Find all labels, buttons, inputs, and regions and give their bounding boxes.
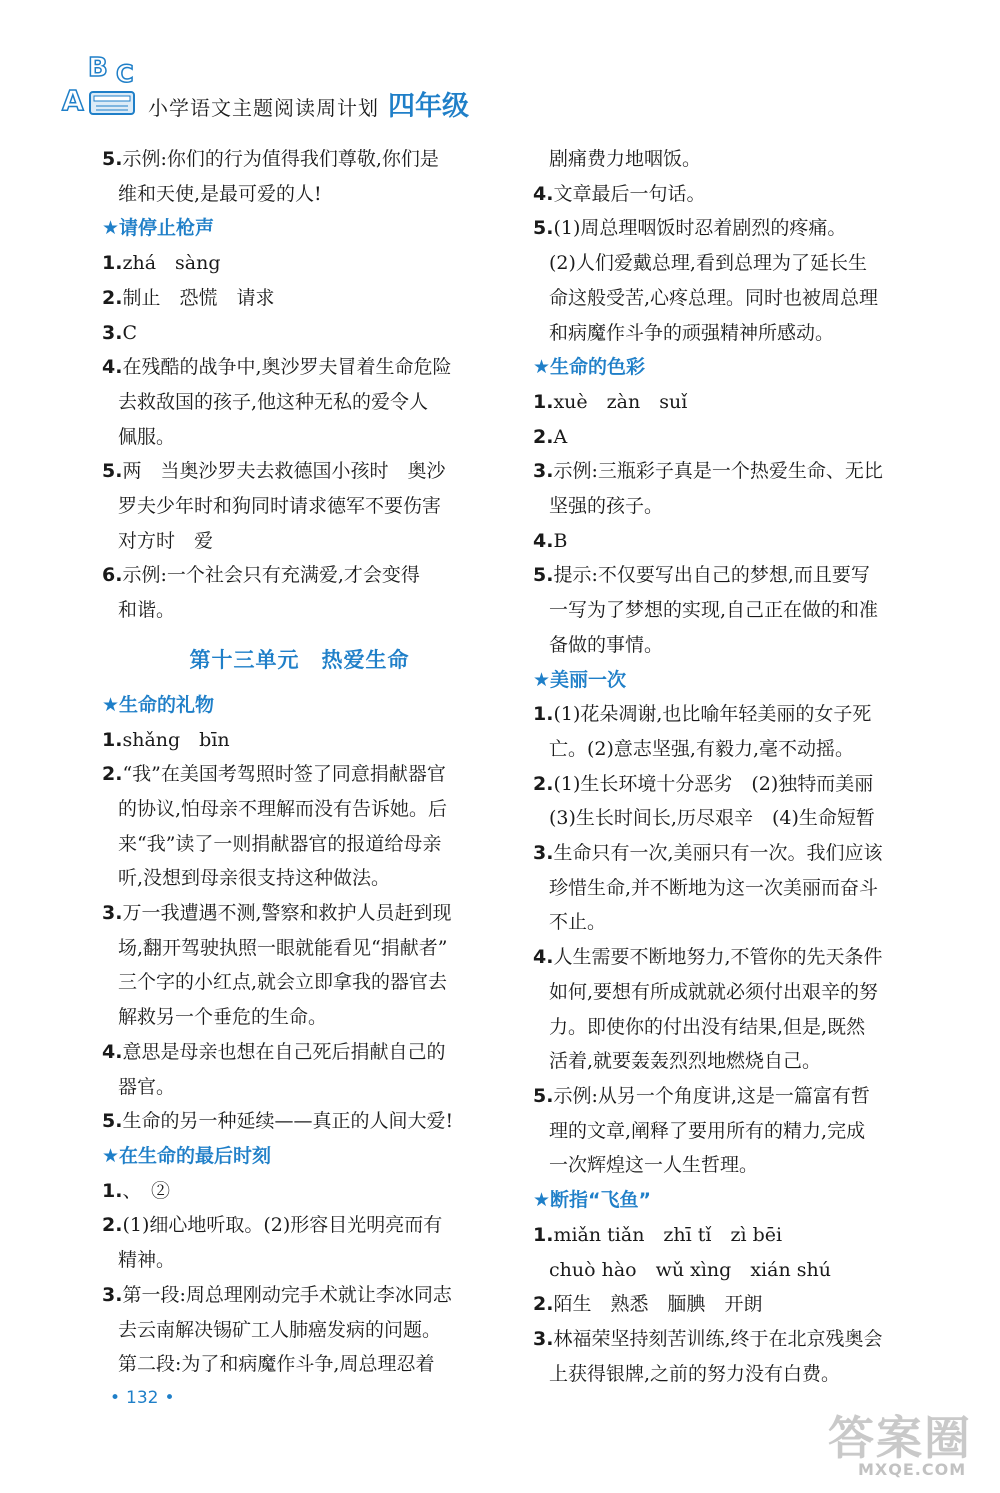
answer-text: A — [553, 425, 568, 448]
answer-line — [533, 871, 928, 906]
answer-item — [533, 1079, 928, 1114]
answer-text: 亡。(2)意志坚强,有毅力,毫不动摇。 — [549, 737, 854, 760]
answer-text: 在残酷的战争中,奥沙罗夫冒着生命危险 — [122, 356, 452, 379]
answer-text: 去云南解决锡矿工人肺癌发病的问题。 — [118, 1318, 442, 1341]
answer-text: 示例:从另一个角度讲,这是一篇富有哲 — [553, 1084, 870, 1107]
svg-text:A: A — [62, 84, 84, 117]
answer-text: 理的文章,阐释了要用所有的精力,完成 — [549, 1119, 866, 1142]
answer-text: 一写为了梦想的实现,自己正在做的和准 — [549, 599, 879, 622]
answer-line — [102, 593, 497, 628]
answer-line — [102, 489, 497, 524]
answer-text: (1)花朵凋谢,也比喻年轻美丽的女子死 — [553, 703, 872, 726]
page-header — [60, 48, 500, 128]
answer-text: 如何,要想有所成就就必须付出艰辛的努 — [549, 980, 879, 1003]
answer-number: 5. — [102, 1110, 123, 1133]
watermark-url: MXQE.COM — [858, 1460, 967, 1479]
answer-text: 第一段:周总理刚动完手术就让李冰同志 — [122, 1283, 452, 1306]
answer-item — [102, 142, 497, 177]
answer-line — [102, 385, 497, 420]
answer-line — [533, 732, 928, 767]
answer-number: 2. — [533, 772, 554, 795]
answer-number: 2. — [533, 425, 554, 448]
abc-book-logo-icon — [60, 48, 150, 128]
answer-text: 两 当奥沙罗夫去救德国小孩时 奥沙 — [122, 460, 446, 483]
answer-line — [533, 1357, 928, 1392]
answer-text: zhá sàng — [122, 252, 221, 275]
answer-text: 文章最后一句话。 — [553, 182, 706, 205]
section-heading: ★在生命的最后时刻 — [102, 1144, 272, 1167]
answer-text: shǎng bīn — [122, 728, 230, 751]
section-heading: ★美丽一次 — [533, 668, 627, 691]
answer-line — [533, 593, 928, 628]
answer-number: 5. — [102, 148, 123, 170]
answer-text: 器官。 — [118, 1075, 176, 1098]
answer-line — [102, 177, 497, 212]
answer-item — [533, 767, 928, 802]
answer-text: 备做的事情。 — [549, 633, 664, 656]
answer-text: (1)周总理咽饭时忍着剧烈的疼痛。 — [553, 217, 847, 240]
answer-item — [533, 420, 928, 455]
answer-line — [102, 524, 497, 559]
answer-item — [533, 454, 928, 489]
answer-text: (2)人们爱戴总理,看到总理为了延长生 — [549, 252, 867, 275]
answer-text: 意思是母亲也想在自己死后捐献自己的 — [122, 1040, 446, 1063]
answer-item — [533, 524, 928, 559]
answer-text: miǎn tiǎn zhī tǐ zì bēi — [553, 1223, 783, 1246]
answer-item — [102, 1278, 497, 1313]
answer-item — [533, 1322, 928, 1357]
answer-line — [102, 1347, 497, 1382]
answer-item — [533, 385, 928, 420]
answer-text: (1)细心地听取。(2)形容目光明亮而有 — [122, 1214, 443, 1237]
answer-text: 对方时 爱 — [118, 529, 214, 552]
answer-number: 3. — [102, 321, 123, 344]
answer-item — [102, 246, 497, 281]
answer-text: 力。即使你的付出没有结果,但是,既然 — [549, 1015, 866, 1038]
watermark — [818, 1402, 978, 1480]
answer-number: 3. — [533, 842, 554, 865]
answer-item — [102, 723, 497, 758]
answer-text: 三个字的小红点,就会立即拿我的器官去 — [118, 971, 448, 994]
answer-text: 命这般受苦,心疼总理。同时也被周总理 — [549, 286, 879, 309]
answer-text: 维和天使,是最可爱的人! — [118, 182, 322, 205]
answer-text: 示例:三瓶彩子真是一个热爱生命、无比 — [553, 460, 883, 483]
answer-text: 坚强的孩子。 — [549, 495, 664, 518]
answer-text: B — [553, 529, 568, 552]
answer-item — [102, 316, 497, 351]
answer-line — [102, 1243, 497, 1278]
answer-number: 2. — [102, 763, 123, 786]
answer-text: 生命的另一种延续——真正的人间大爱! — [122, 1110, 454, 1133]
answer-number: 3. — [533, 1327, 554, 1350]
answer-text: 听,没想到母亲很支持这种做法。 — [118, 867, 391, 890]
answer-number: 5. — [102, 460, 123, 483]
answer-text: C — [122, 321, 137, 344]
answer-line — [102, 1070, 497, 1105]
answer-line — [102, 931, 497, 966]
answer-text: 示例:你们的行为值得我们尊敬,你们是 — [122, 148, 439, 170]
answer-item — [102, 281, 497, 316]
answer-line — [533, 905, 928, 940]
page-number: • 132 • — [110, 1388, 175, 1408]
answer-text: 珍惜生命,并不断地为这一次美丽而奋斗 — [549, 876, 879, 899]
right-column — [533, 142, 928, 1391]
answer-number: 2. — [102, 286, 123, 309]
answer-text: 生命只有一次,美丽只有一次。我们应该 — [553, 842, 883, 865]
answer-item — [533, 697, 928, 732]
answer-item — [102, 896, 497, 931]
answer-item — [533, 142, 928, 177]
answer-text: 提示:不仅要写出自己的梦想,而且要写 — [553, 564, 870, 587]
answer-line — [533, 1010, 928, 1045]
answer-number: 4. — [533, 182, 554, 205]
answer-text: 不止。 — [549, 911, 607, 934]
answer-text: 场,翻开驾驶执照一眼就能看见“捐献者” — [118, 936, 448, 959]
answer-line — [102, 827, 497, 862]
answer-number: 1. — [102, 1179, 123, 1202]
answer-number: 2. — [102, 1214, 123, 1237]
answer-number: 3. — [102, 902, 123, 925]
answer-number: 4. — [102, 356, 123, 379]
answer-item — [102, 1174, 497, 1209]
answer-number: 1. — [102, 728, 123, 751]
answer-text: 第二段:为了和病魔作斗争,周总理忍着 — [118, 1353, 435, 1376]
grade-label: 四年级 — [388, 91, 469, 122]
answer-text: (3)生长时间长,历尽艰辛 (4)生命短暂 — [549, 807, 875, 830]
section-heading: ★生命的礼物 — [102, 693, 215, 716]
answer-item — [102, 454, 497, 489]
answer-text: 制止 恐慌 请求 — [122, 286, 275, 309]
answer-number: 5. — [533, 1084, 554, 1107]
answer-line — [533, 489, 928, 524]
answer-line — [102, 792, 497, 827]
answer-text: 陌生 熟悉 腼腆 开朗 — [553, 1293, 763, 1316]
answer-text: 人生需要不断地努力,不管你的先天条件 — [553, 946, 883, 969]
section-heading: ★生命的色彩 — [533, 356, 646, 379]
answer-text: 解救另一个垂危的生命。 — [118, 1006, 328, 1029]
answer-number: 3. — [102, 1283, 123, 1306]
answer-text: chuò hào wǔ xìng xián shú — [549, 1258, 831, 1281]
answer-number: 5. — [533, 564, 554, 587]
answer-text: 精神。 — [118, 1249, 176, 1272]
answer-line — [533, 281, 928, 316]
answer-text: 万一我遭遇不测,警察和救护人员赶到现 — [122, 902, 452, 925]
answer-text: 活着,就要轰轰烈烈地燃烧自己。 — [549, 1050, 822, 1073]
left-column — [102, 142, 497, 1382]
answer-line — [533, 801, 928, 836]
answer-text: (1)生长环境十分恶劣 (2)独特而美丽 — [553, 772, 874, 795]
answer-item — [533, 558, 928, 593]
answer-line — [533, 628, 928, 663]
answer-line — [102, 861, 497, 896]
answer-line — [102, 1313, 497, 1348]
answer-line — [102, 1000, 497, 1035]
answer-item — [102, 1208, 497, 1243]
answer-line — [533, 1148, 928, 1183]
answer-item — [102, 350, 497, 385]
answer-text: 示例:一个社会只有充满爱,才会变得 — [122, 564, 420, 587]
answer-text: 去救敌国的孩子,他这种无私的爱令人 — [118, 390, 429, 413]
answer-number: 1. — [533, 390, 554, 413]
answer-item — [533, 1218, 928, 1253]
unit-title: 第十三单元 热爱生命 — [189, 647, 410, 672]
section-heading: ★断指“飞鱼” — [533, 1189, 652, 1212]
section-heading: ★请停止枪声 — [102, 217, 215, 240]
answer-number: 6. — [102, 564, 123, 587]
answer-number: 1. — [533, 703, 554, 726]
answer-item — [533, 940, 928, 975]
answer-text: 和病魔作斗争的顽强精神所感动。 — [549, 321, 835, 344]
answer-text: 一次辉煌这一人生哲理。 — [549, 1154, 759, 1177]
answer-text: 上获得银牌,之前的努力没有白费。 — [549, 1362, 841, 1385]
answer-text: 的协议,怕母亲不理解而没有告诉她。后 — [118, 797, 448, 820]
answer-item — [102, 1035, 497, 1070]
answer-line — [102, 965, 497, 1000]
answer-text: 来“我”读了一则捐献器官的报道给母亲 — [118, 832, 442, 855]
answer-item — [533, 177, 928, 212]
answer-item — [102, 757, 497, 792]
answer-text: “我”在美国考驾照时签了同意捐献器官 — [122, 763, 446, 786]
answer-text: 林福荣坚持刻苦训练,终于在北京残奥会 — [553, 1327, 883, 1350]
answer-text: 佩服。 — [118, 425, 176, 448]
answer-line — [533, 1114, 928, 1149]
answer-line — [533, 1044, 928, 1079]
answer-item — [102, 1104, 497, 1139]
answer-item — [533, 1287, 928, 1322]
answer-number: 4. — [102, 1040, 123, 1063]
answer-number: 1. — [102, 252, 123, 275]
answer-text: 和谐。 — [118, 599, 176, 622]
answer-text: xuè zàn suǐ — [553, 390, 688, 413]
answer-line — [533, 246, 928, 281]
svg-text:C: C — [116, 60, 134, 88]
answer-item — [102, 558, 497, 593]
answer-text: 剧痛费力地咽饭。 — [549, 148, 702, 170]
book-title: 小学语文主题阅读周计划 — [148, 96, 379, 120]
answer-line — [533, 1253, 928, 1288]
answer-number: 4. — [533, 946, 554, 969]
answer-number: 2. — [533, 1293, 554, 1316]
answer-line — [102, 420, 497, 455]
answer-line — [533, 316, 928, 351]
answer-text: 罗夫少年时和狗同时请求德军不要伤害 — [118, 495, 442, 518]
answer-number: 4. — [533, 529, 554, 552]
answer-item — [533, 836, 928, 871]
watermark-text: 答案圈 — [828, 1411, 972, 1465]
answer-number: 3. — [533, 460, 554, 483]
answer-text: 、 ② — [122, 1179, 170, 1202]
answer-item — [533, 211, 928, 246]
answer-number: 5. — [533, 217, 554, 240]
answer-line — [533, 975, 928, 1010]
svg-text:B: B — [88, 53, 108, 83]
answer-number: 1. — [533, 1223, 554, 1246]
